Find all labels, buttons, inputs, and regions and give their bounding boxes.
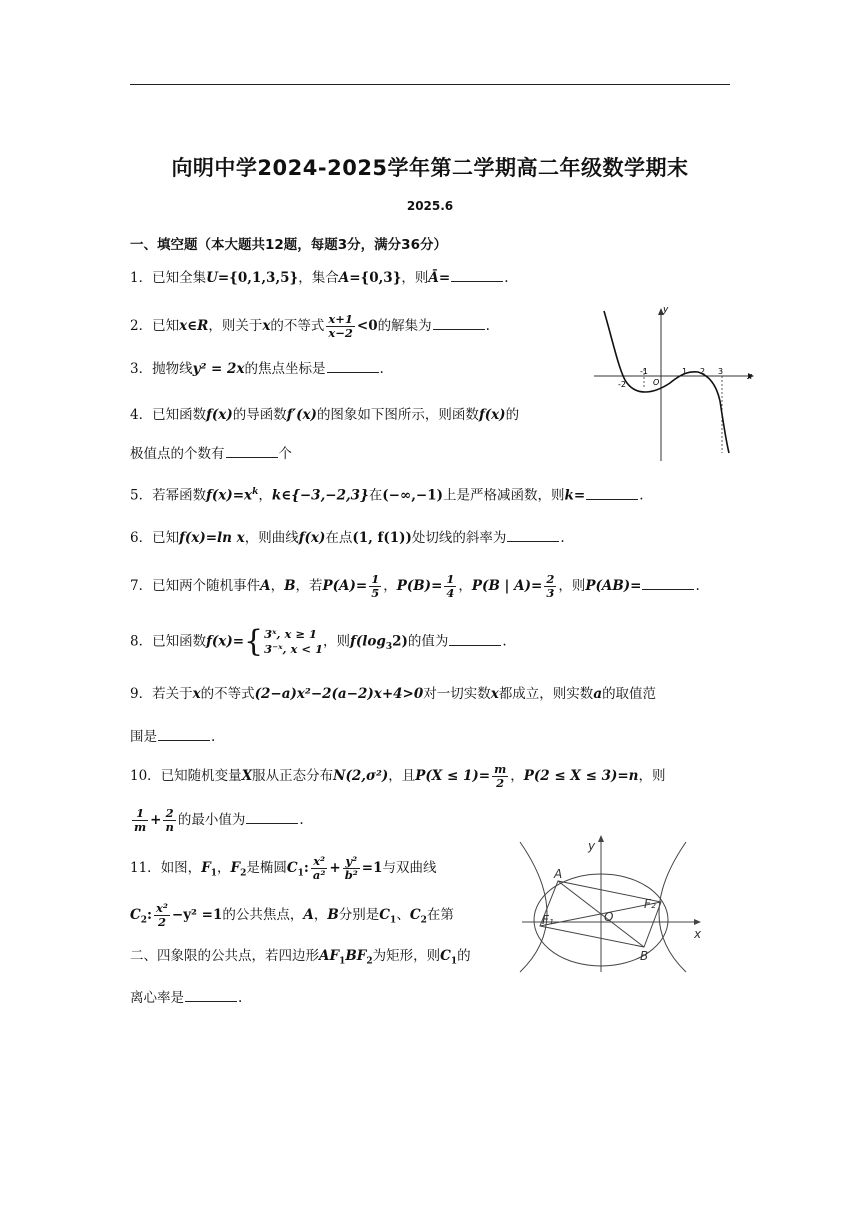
fraction: $\frac{1}{m}$: [134, 806, 147, 834]
answer-blank[interactable]: [642, 577, 694, 590]
question-7: 7．已知两个随机事件A，B，若P(A)= $\frac{1}{5}$ ，P(B)= $\frac{1}{4}$ ，P(B | A)= $\frac{2}{3}$ ，则P(AB)= .: [130, 572, 700, 600]
piecewise-cases: 3ˣ, x ≥ 1 3⁻ˣ, x < 1: [264, 627, 324, 656]
question-11-line-4: 离心率是 .: [130, 990, 243, 1006]
fraction: $\frac{2}{n}$: [165, 806, 174, 834]
tick-label: 1: [682, 367, 688, 376]
fraction: $\frac{\text{x²}}{2}$: [156, 901, 168, 929]
fraction: $\frac{1}{5}$: [371, 572, 380, 600]
origin-label: O: [653, 378, 660, 387]
y-axis-arrow-icon: [598, 835, 604, 842]
question-9: 9．若关于x的不等式(2−a)x²−2(a−2)x+4>0对一切实数x都成立，则实数a的取值范: [130, 686, 657, 702]
question-5: 5．若幂函数$f(x)=x^k$，k∈{−3,−2,3}在(−∞,−1)上是严格减函数，则k= .: [130, 487, 644, 504]
question-4-line-2: 极值点的个数有 个: [130, 446, 292, 462]
answer-blank[interactable]: [327, 360, 379, 373]
axis-y-label: y: [588, 839, 596, 853]
answer-blank[interactable]: [586, 487, 638, 500]
fraction: $\frac{x+1}{x-2}$: [328, 312, 353, 340]
header-rule: [130, 84, 730, 85]
axis-x-label: x: [694, 927, 702, 941]
question-8: 8．已知函数f(x)={ 3ˣ, x ≥ 1 3⁻ˣ, x < 1 ，则$f(\log_32)$的值为 .: [130, 624, 507, 659]
question-10-line-2: $\frac{1}{m}$ + $\frac{2}{n}$ 的最小值为 .: [134, 806, 304, 834]
fraction: $\frac{2}{3}$: [546, 572, 555, 600]
fraction: $\frac{\text{y²}}{\text{b²}}$: [344, 854, 358, 882]
answer-blank[interactable]: [507, 529, 559, 542]
answer-blank[interactable]: [451, 269, 503, 282]
answer-blank[interactable]: [158, 728, 210, 741]
hyperbola-left-branch: [520, 842, 547, 972]
fraction: $\frac{m}{2}$: [494, 762, 507, 790]
question-11-line-3: 二、四象限的公共点，若四边形$AF_1BF_2$为矩形，则$C_1$的: [130, 948, 471, 967]
question-1: 1．已知全集U={0,1,3,5}，集合A={0,3}，则Ā= .: [130, 270, 509, 286]
question-4: 4．已知函数f(x)的导函数f′(x)的图象如下图所示，则函数f(x)的: [130, 407, 520, 423]
answer-blank[interactable]: [226, 445, 278, 458]
question-11-line-2: $C_2$: $\frac{\text{x²}}{2}$ −y² =1的公共焦点，A，B分别是$C_1$、$C_2$在第: [130, 901, 454, 929]
answer-blank[interactable]: [246, 811, 298, 824]
question-9-line-2: 围是 .: [130, 729, 216, 745]
brace-icon: {: [244, 624, 264, 659]
section-title: 一、填空题（本大题共12题，每题3分，满分36分）: [130, 237, 447, 253]
origin-label: O: [604, 910, 614, 924]
x-axis-arrow-icon: [694, 919, 701, 925]
point-label-f1: F₁: [542, 913, 554, 927]
answer-blank[interactable]: [433, 317, 485, 330]
axis-y-label: y: [663, 305, 669, 315]
hyperbola-right-branch: [659, 842, 686, 972]
tick-label: 3: [718, 367, 724, 376]
fraction: $\frac{\text{x²}}{\text{a²}}$: [312, 854, 326, 882]
point-label-f2: F₂: [644, 897, 656, 911]
point-label-a: A: [554, 867, 563, 881]
question-2: 2．已知x∈R，则关于x的不等式 $\frac{x+1}{x-2}$ <0的解集为 .: [130, 312, 490, 340]
exam-date: 2025.6: [406, 199, 454, 213]
fraction: $\frac{1}{4}$: [446, 572, 455, 600]
question-11: 11．如图，$F_1$，$F_2$是椭圆$C_1$: $\frac{\text{x²}}{\text{a²}}$ + $\frac{\text{y²}}{\text{b²}}$ =1与双曲线: [130, 854, 437, 882]
question-3: 3．抛物线y² = 2x的焦点坐标是 .: [130, 361, 384, 377]
tick-label: 2: [700, 367, 706, 376]
tick-label: -1: [640, 367, 648, 376]
question-6: 6．已知f(x)=ln x，则曲线f(x)在点(1, f(1))处切线的斜率为 .: [130, 530, 565, 546]
page-title: 向明中学2024-2025学年第二学期高二年级数学期末: [171, 156, 689, 180]
axis-x-label: x: [747, 372, 753, 382]
point-label-b: B: [640, 949, 649, 963]
derivative-graph-figure: [590, 303, 760, 465]
answer-blank[interactable]: [185, 989, 237, 1002]
answer-blank[interactable]: [449, 633, 501, 646]
tick-label: -2: [618, 380, 626, 389]
question-10: 10．已知随机变量X服从正态分布N(2,σ²)，且P(X ≤ 1)= $\frac{m}{2}$ ，P(2 ≤ X ≤ 3)=n，则: [130, 762, 666, 790]
ellipse-hyperbola-figure: [518, 832, 714, 974]
